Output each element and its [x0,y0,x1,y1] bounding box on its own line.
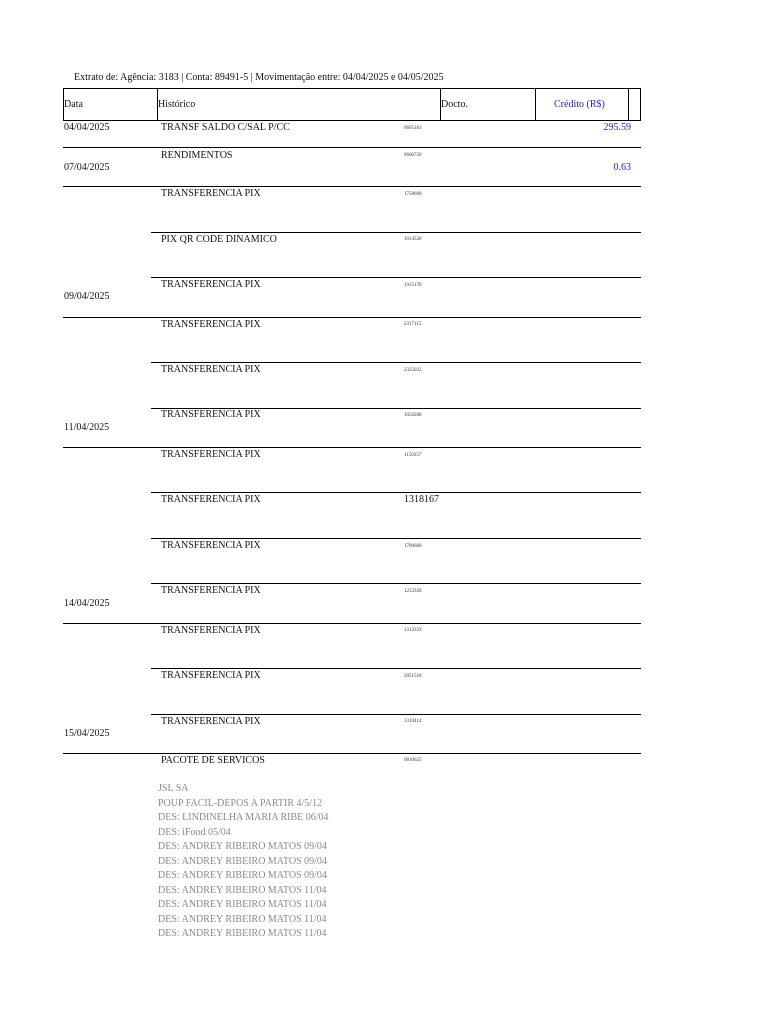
row-separator [63,186,641,187]
row-separator [151,538,641,539]
entry-credit: 295.59 [603,122,631,133]
row-separator [151,362,641,363]
note-item: DES: LINDINELHA MARIA RIBE 06/04 [158,812,329,823]
row-separator [151,492,641,493]
entry-date: 14/04/2025 [64,598,110,609]
entry-date: 15/04/2025 [64,728,110,739]
entry-document: 0810625 [404,758,422,763]
note-item: DES: ANDREY RIBEIRO MATOS 09/04 [158,841,327,852]
note-item: JSL SA [158,783,189,794]
entry-document: 2325022 [404,368,422,373]
column-divider [535,89,536,120]
entry-document: 1700680 [404,544,422,549]
column-header-historico: Histórico [158,99,196,110]
row-separator [151,583,641,584]
entry-description: RENDIMENTOS [161,150,233,161]
entry-document: 0605183 [404,126,422,131]
column-header-docto: Docto. [441,99,468,110]
row-separator [151,668,641,669]
entry-description: PACOTE DE SERVICOS [161,755,265,766]
entry-document: 1014528 [404,237,422,242]
entry-description: TRANSFERENCIA PIX [161,585,261,596]
note-item: DES: ANDREY RIBEIRO MATOS 11/04 [158,884,327,896]
entry-description: TRANSFERENCIA PIX [161,279,261,290]
entry-document: 0606720 [404,153,422,158]
entry-document: 2317115 [404,322,422,327]
entry-document: 2051518 [404,674,422,679]
entry-document: 1310414 [404,719,422,724]
row-separator [151,714,641,715]
entry-document: 1915178 [404,283,422,288]
row-separator [151,277,641,278]
note-item: DES: ANDREY RIBEIRO MATOS 11/04 [158,913,327,925]
statement-title: Extrato de: Agência: 3183 | Conta: 89491-5 | Movimentação entre: 04/04/2025 e 04/05/2025 [74,72,444,83]
row-separator [63,317,641,318]
row-separator [63,623,641,624]
entry-description: TRANSFERENCIA PIX [161,449,261,460]
column-header-data: Data [64,99,83,110]
entry-description: PIX QR CODE DINAMICO [161,234,277,245]
row-separator [63,447,641,448]
note-item: POUP FACIL-DEPOS A PARTIR 4/5/12 [158,797,323,809]
entry-date: 04/04/2025 [64,122,110,133]
notes-list [158,782,329,942]
entry-credit: 0.63 [613,162,631,173]
entry-description: TRANSFERENCIA PIX [161,494,261,505]
entry-document: 1312333 [404,628,422,633]
note-item: DES: ANDREY RIBEIRO MATOS 11/04 [158,899,327,910]
entry-document: 1050288 [404,413,422,418]
entry-document: 1253328 [404,589,422,594]
entry-date: 11/04/2025 [64,422,110,433]
entry-description: TRANSFERENCIA PIX [161,670,261,681]
entry-description: TRANSFERENCIA PIX [161,625,261,636]
row-separator [63,147,641,148]
entry-description: TRANSFERENCIA PIX [161,319,261,330]
column-header-credito: Crédito (R$) [554,99,605,110]
entry-description: TRANSFERENCIA PIX [161,409,261,420]
note-item: DES: iFood 05/04 [158,826,231,838]
entry-date: 09/04/2025 [64,291,110,302]
table-header [63,88,641,121]
entry-description: TRANSFERENCIA PIX [161,716,261,727]
entry-description: TRANSFERENCIA PIX [161,364,261,375]
column-divider [628,89,629,120]
note-item: DES: ANDREY RIBEIRO MATOS 09/04 [158,855,327,867]
entry-date: 07/04/2025 [64,162,110,173]
entry-description: TRANSF SALDO C/SAL P/CC [161,122,290,133]
row-separator [151,232,641,233]
note-item: DES: ANDREY RIBEIRO MATOS 11/04 [158,928,327,939]
entry-document: 1750600 [404,192,422,197]
entry-description: TRANSFERENCIA PIX [161,188,261,199]
note-item: DES: ANDREY RIBEIRO MATOS 09/04 [158,870,327,881]
row-separator [63,753,641,754]
entry-document: 1150357 [404,453,422,458]
entry-description: TRANSFERENCIA PIX [161,540,261,551]
entry-document: 1318167 [404,494,439,505]
